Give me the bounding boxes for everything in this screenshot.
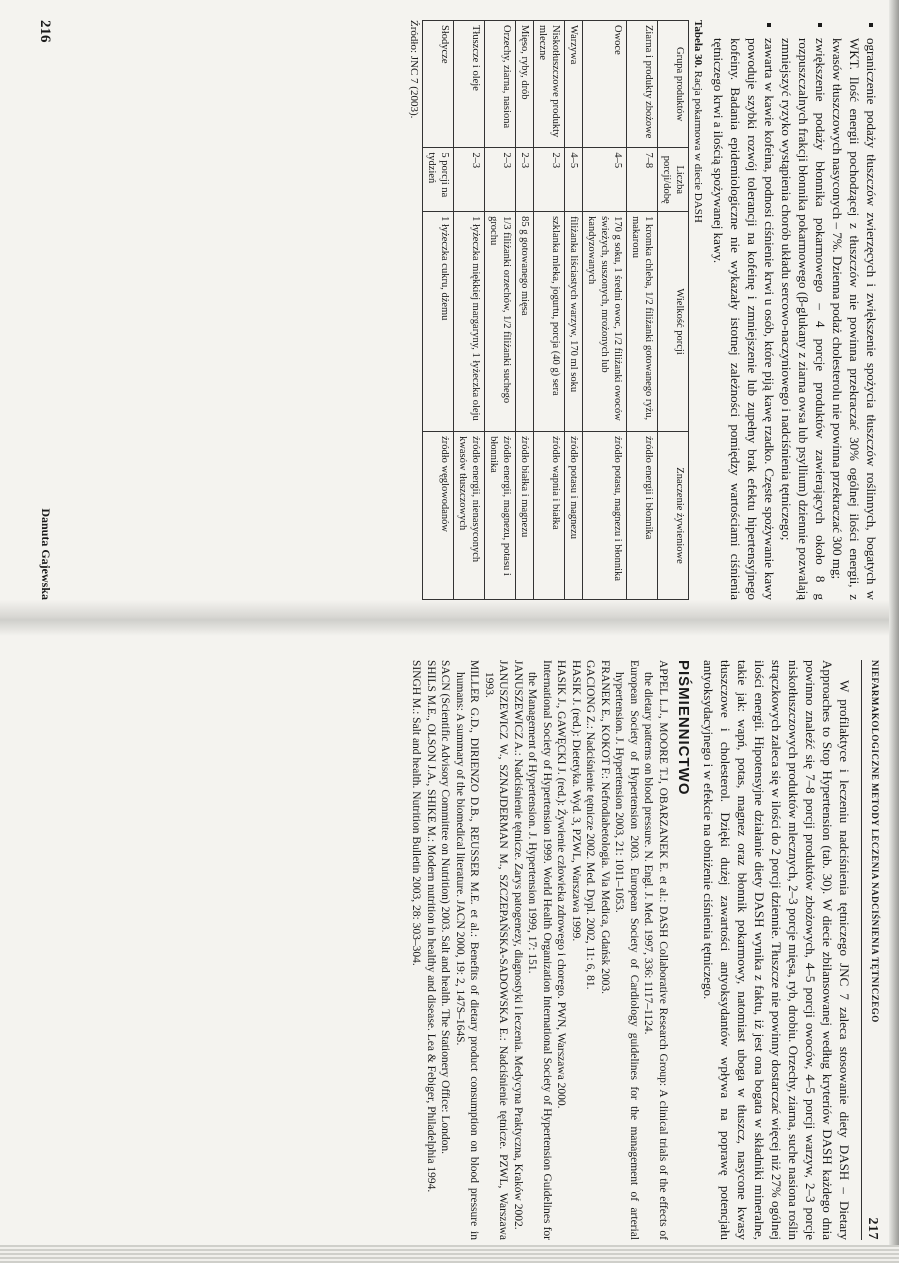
reference-item: HASIK J., GAWĘCKI J. (red.): Żywienie człowieka zdrowego i chorego. PWN, Warszawa 2000. [555,660,568,1109]
table-header-cell: Liczba porcji/dobę [658,148,689,212]
reference-item: European Society of Hypertension 2003. European Society of Cardiology guidelines for the management of arterial hypertension. J. Hypertension 2003, 21: 1011–1053. [613,660,640,1240]
table-cell: 1 kromka chleba, 1/2 filiżanki gotowanego ryżu, makaronu [627,212,658,432]
table-cell: Warzywa [565,21,583,148]
table-cell: źródło potasu, magnezu i błonnika [583,432,627,600]
table-caption-label: Tabela 30. [692,20,704,68]
table-cell: Ziarna i produkty zbożowe [627,21,658,148]
running-head: NIEFARMAKOLOGICZNE METODY LECZENIA NADCIŚNIENIA TĘTNICZEGO [870,660,880,1023]
reference-item: MILLER G.D., DIRIENZO D.B., REUSSER M.E. et al.: Benefits of dietary product consumption on blood pressure in humans: A summary of the biomedical literature. JACN 2000, 19: 2, 147S–164S. [454,660,481,1240]
table-header-cell: Wielkość porcji [658,212,689,432]
table-cell: 2–3 [485,148,516,212]
table-cell: 7–8 [627,148,658,212]
table-row [516,21,534,600]
references-heading: PIŚMIENNICTWO [675,660,692,796]
reference-item: APPEL L.J., MOORE T.J, OBARZANEK E. et al.: DASH Collaborative Research Group: A clinical trials of the effects of the dietary patterns on blood pressure. N. Engl. J. Med. 1997, 336: 1117–1124. [642,660,669,1240]
reference-item: JANUSZEWICZ W., SZNAJDERMAN M., SZCZEPAŃSKA-SADOWSKA E.: Nadciśnienie tętnicze. PZWL, Warszawa 1993. [483,660,510,1240]
table-cell: 1 łyżeczka cukru, dżemu [423,212,454,432]
dash-table [422,20,689,600]
reference-item: International Society of Hypertension 1999. World Health Organization International Society of Hypertension Guidelines for the Management of Hypertension. J. Hypertension 1999, 17: 151. [526,660,553,1240]
bullet-item: ▪ zwiększenie podaży błonnika pokarmowego – 4 porcje produktów zawierających około 8 g rozpuszczalnych frakcji błonnika pokarmowego (β-glukany z ziarna owsa lub psyllium) dziennie pozwalają zmniejszyć ryzyko wystąpienia chorób układu sercowo-naczyniowego i nadciśnienia tętniczego; [778,38,829,600]
table-header-cell: Znaczenie żywieniowe [658,432,689,600]
body-paragraph: W profilaktyce i leczeniu nadciśnienia tętniczego JNC 7 zaleca stosowanie diety DASH – Dietary Approaches to Stop Hypertension (tab. 30). W diecie zbilansowanej według kryteriów DASH każdego dnia powinno znaleźć się 7–8 porcji produktów zbożowych, 4–5 porcji owoców, 4–5 porcji warzyw, 2–3 porcje niskotłuszczowych produktów mlecznych, 2–3 porcje mięsa, ryb, drobiu. Orzechy, ziarna, suche nasiona roślin strączkowych zaleca się w ilości do 2 porcji dziennie. Tłuszcze nie powinny dostarczać więcej niż 27% ogólnej ilości energii. Hipotensyjne działanie diety DASH wynika z faktu, iż jest ona bogata w składniki mineralne, takie jak: wapń, potas, magnez oraz błonnik pokarmowy, natomiast uboga w tłuszcz, nasycone kwasy tłuszczowe i cholesterol. Dzięki dużej zawartości antyoksydantów wpływa na poprawę potencjału antyoksydacyjnego i w efekcie na obniżenie ciśnienia tętniczego. [701,660,852,1240]
table-cell: Tłuszcze i oleje [454,21,485,148]
table-cell: 4–5 [565,148,583,212]
reference-item: SACN (Scientific Advisory Committee on Nutrition) 2003. Salt and health. The Stationery Office: London. [439,660,452,1155]
page-216 [30,20,880,600]
table-row [627,21,658,600]
table-row [534,21,565,600]
table-row [423,21,454,600]
table-cell: 1 łyżeczka miękkiej margaryny, 1 łyżeczka oleju [454,212,485,432]
running-header [861,660,880,1240]
page-number: 217 [865,1217,880,1240]
references-list [409,660,670,1240]
table-caption-text: Racja pokarmowa w diecie DASH [692,70,704,223]
table-cell: 1/3 filiżanki orzechów, 1/2 filiżanki suchego grochu [485,212,516,432]
table-cell: 2–3 [534,148,565,212]
table-cell: źródło potasu i magnezu [565,432,583,600]
table-cell: 170 g soku, 1 średni owoc, 1/2 filiżanki owoców świeżych, suszonych, mrożonych lub kandyzowanych [583,212,627,432]
table-header-row [658,21,689,600]
table-cell: Słodycze [423,21,454,148]
page-number: 216 [37,20,53,43]
table-cell: Owoce [583,21,627,148]
page-217 [30,660,880,1240]
table-cell: źródło węglowodanów [423,432,454,600]
bullet-list [710,20,880,600]
table-source: Źródło: JNC 7 (2003). [408,20,420,119]
table-cell: 2–3 [516,148,534,212]
table-cell: filiżanka liściastych warzyw, 170 ml soku [565,212,583,432]
table-cell: źródło energii i błonnika [627,432,658,600]
table-cell: Mięso, ryby, drób [516,21,534,148]
bullet-item: ▪ zawarta w kawie kofeina, podnosi ciśnienie krwi u osób, które piją kawę rzadko. Częste spożywanie kawy powoduje szybki rozwój tolerancji na kofeinę i zmniejszenie lub zupełny brak efektu hipertensyjnego kofeiny. Badania epidemiologiczne nie wykazały istotnej zależności pomiędzy wartościami ciśnienia tętniczego krwi a ilością spożywanej kawy. [710,38,778,600]
table-row [454,21,485,600]
table-cell: źródło wapnia i białka [534,432,565,600]
scan-edge-bottom [0,1245,899,1263]
table-header-cell: Grupa produktów [658,21,689,148]
reference-item: GACIONG Z.: Nadciśnienie tętnicze 2002. Med. Dypl. 2002, 11: 6, 81. [584,660,597,990]
table-cell: 85 g gotowanego mięsa [516,212,534,432]
table-cell: źródło energii, magnezu, potasu i błonnika [485,432,516,600]
table-cell: 2–3 [454,148,485,212]
reference-item: SINGH M.: Salt and health. Nutrition Bulletin 2003, 28: 303–304. [410,660,423,966]
table-cell: 5 porcji na tydzień [423,148,454,212]
table-caption [692,20,704,600]
table-row [485,21,516,600]
author-name: Danuta Gajewska [39,508,53,600]
reference-item: JANUSZEWICZ A.: Nadciśnienie tętnicze. Zarys patogenezy, diagnostyki i leczenia. Medycyna Praktyczna, Kraków 2002. [512,660,524,1230]
table-cell: szklanka mleka, jogurtu, porcja (40 g) sera [534,212,565,432]
reference-item: SHILS M.E., OLSON J.A., SHIKE M.: Modern nutrition in healthy and disease. Lea & Febiger, Philadelphia 1994. [425,660,437,1193]
table-cell: źródło energii, nienasyconych kwasów tłuszczowych [454,432,485,600]
page-footer [36,20,53,600]
scan-edge-right [889,0,899,1263]
reference-item: FRANEK E., KOKOT F.: Nefrodiabetologia. Via Medica, Gdańsk 2003. [599,660,611,994]
table-row [565,21,583,600]
table-cell: źródło białka i magnezu [516,432,534,600]
reference-item: HASIK J. (red.): Dietetyka. Wyd. 3, PZWL, Warszawa 1999. [570,660,582,942]
table-cell: Orzechy, ziarna, nasiona [485,21,516,148]
table-row [583,21,627,600]
bullet-item: ▪ ograniczenie podaży tłuszczów zwierzęcych i zwiększenie spożycia tłuszczów roślinnych, bogatych w WKT. Ilość energii pochodzącej z tłuszczów nie powinna przekraczać 30% ogólnej ilości energii, z kwasów tłuszczowych nasyconych – 7%. Dzienna podaż cholesterolu nie powinna przekraczać 300 mg; [829,38,880,600]
table-cell: Niskotłuszczowe produkty mleczne [534,21,565,148]
table-cell: 4–5 [583,148,627,212]
